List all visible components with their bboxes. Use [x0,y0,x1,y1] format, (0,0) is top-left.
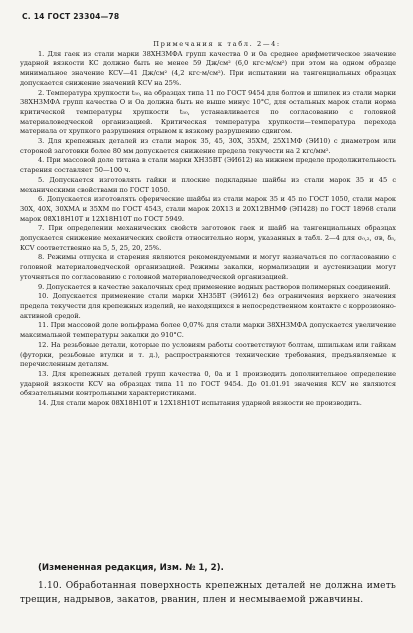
clause-1-10: 1.10. Обработанная поверхность крепежных деталей не должна иметь трещин, надрывов, закатов, рванин, плен и несмываемой ржавчины. [20,581,396,605]
note-7: 7. При определении механических свойств заготовок гаек и шайб на тангенциальных образцах допускается снижение механических свойств относительно норм, указанных в табл. 2—4 для σ₀,₂, σв, δ₅, KCV соответственно на 5, 5, 25, 20, 25%. [20,224,396,252]
note-1: 1. Для гаек из стали марки 38ХН3МФА групп качества 0 и 0а среднее арифметическое значение ударной вязкости KC должно быть не менее 59 Дж/см² (6,0 кгс·м/см²) при этом на одном образце минимальное значение KCV—41 Дж/см² (4,2 кгс·м/см²). При испытании на тангенциальных образцах допускается снижение значений KCV на 25%. [20,49,396,87]
note-11: 11. При массовой доле вольфрама более 0,07% для стали марки 38ХН3МФА допускается увеличение максимальной температуры закалки до 910°С. [20,321,396,340]
note-10: 10. Допускается применение стали марки ХН35ВТ (ЭИ612) без ограничения верхнего значения предела текучести для крепежных изделий, не находящихся в непосредственном контакте с коррозионно-активной средой. [20,292,396,320]
note-9: 9. Допускается в качестве закалочных сред применение водных растворов полимерных соединений. [38,282,391,291]
note-6: 6. Допускается изготовлять сферические шайбы из стали марок 35 и 45 по ГОСТ 1050, стали марок 30Х, 40Х, 30ХМА и 35ХМ по ГОСТ 4543, стали марок 20Х13 и 20Х12ВНМФ (ЭП428) по ГОСТ 18968 стали марок 08Х18Н10Т и 12Х18Н10Т по ГОСТ 5949. [20,195,396,223]
page-header: С. 14 ГОСТ 23304—78 [22,12,120,21]
note-12: 12. На резьбовые детали, которые по условиям работы соответствуют болтам, шпилькам или гайкам (футорки, резьбовые втулки и т. д.), распространяются технические требования, предъявляемые к перечисленным деталям. [20,340,396,369]
note-14: 14. Для стали марок 08Х18Н10Т и 12Х18Н10Т испытания ударной вязкости не производить. [38,399,362,408]
notes-body [20,40,396,409]
note-5: 5. Допускается изготовлять гайки и плоские подкладные шайбы из стали марок 35 и 45 с механическими свойствами по ГОСТ 1050. [20,175,396,194]
note-13: 13. Для крепежных деталей групп качества 0, 0а и 1 производить дополнительное определение ударной вязкости KCV на образцах типа 11 по ГОСТ 9454. До 01.01.91 значения KCV не являются обязательными контрольными характеристиками. [20,369,396,398]
note-4: 4. При массовой доле титана в стали марки ХН35ВТ (ЭИ612) на нижнем пределе продолжительность старения составляет 50—100 ч. [20,156,396,175]
amendment-note: (Измененная редакция, Изм. № 1, 2). [38,563,224,573]
note-2: 2. Температура хрупкости t₅₀, на образцах типа 11 по ГОСТ 9454 для болтов и шпилек из стали марки 38ХН3МФА групп качества О и Оа должна быть не выше минус 10°С, для остальных марок стали норма критической температуры хрупкости t₅₀, устанавливается по согласованию с головной материаловедческой организацией. Критическая температура хрупкости—температура перехода материала от хрупкого разрушения отрывом к вязкому разрушению сдвигом. [20,88,396,136]
note-8: 8. Режимы отпуска и старения являются рекомендуемыми и могут назначаться по согласованию с головной материаловедческой организацией. Режимы закалки, нормализации и аустенизации могут уточняться по согласованию с головной материаловедческой организацией. [20,253,396,281]
notes-title: Примечания к табл. 2—4: [153,40,281,48]
note-3: 3. Для крепежных деталей из стали марок 35, 45, 30Х, 35ХМ, 25Х1МФ (ЭИ10) с диаметром или стороной заготовки более 80 мм допускается снижение предела текучести на 2 кгс/мм². [20,137,396,155]
